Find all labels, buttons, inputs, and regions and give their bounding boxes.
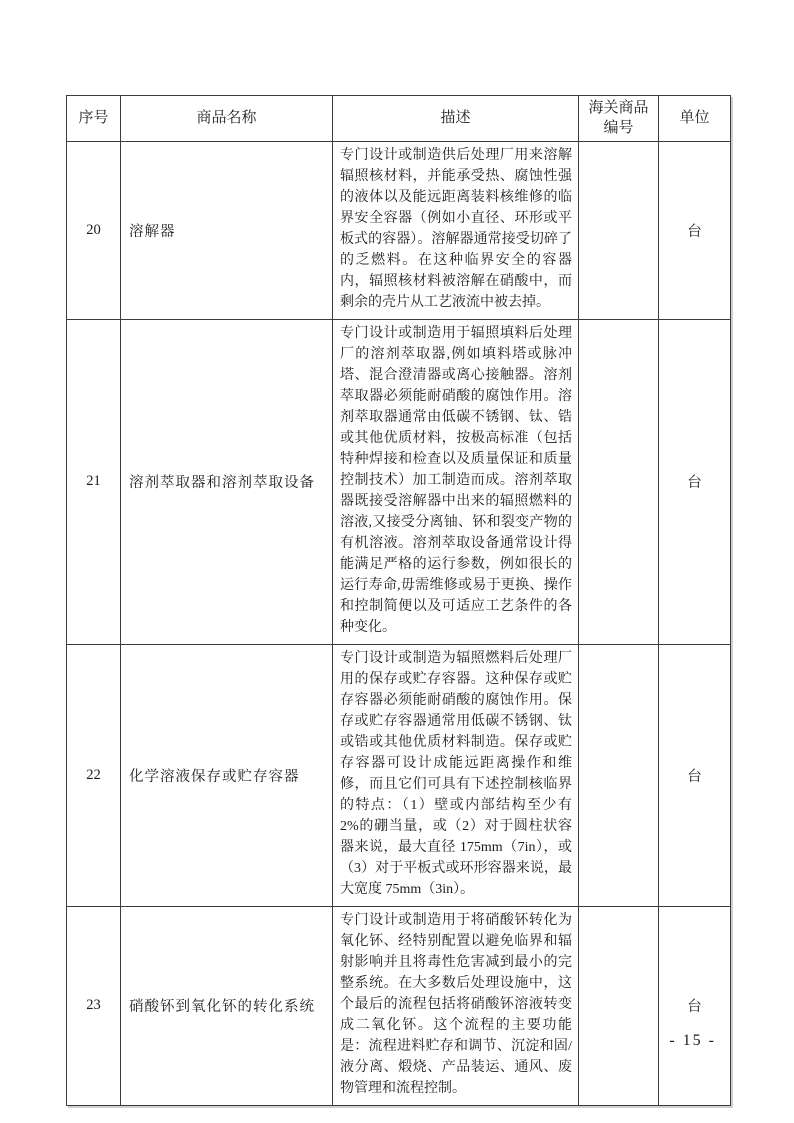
row-customs-code <box>579 644 659 906</box>
header-product-name: 商品名称 <box>121 96 333 142</box>
goods-table <box>66 95 731 1106</box>
table-header-row <box>67 96 731 142</box>
row-product-name: 溶解器 <box>121 141 333 319</box>
row-product-name: 化学溶液保存或贮存容器 <box>121 644 333 906</box>
row-description: 专门设计或制造为辐照燃料后处理厂用的保存或贮存容器。这种保存或贮存容器必须能耐硝酸的腐蚀作用。保存或贮存容器通常用低碳不锈钢、钛或锆或其他优质材料制造。保存或贮存容器可设计成能远距离操作和维修，而且它们可具有下述控制核临界的特点：（1）壁或内部结构至少有 2%的硼当量，或（2）对于圆柱状容器来说，最大直径 175mm（7in），或（3）对于平板式或环形容器来说，最大宽度 75mm（3in）。 <box>333 644 579 906</box>
header-unit: 单位 <box>659 96 731 142</box>
row-seq-no: 23 <box>67 906 121 1105</box>
row-customs-code <box>579 319 659 644</box>
row-description: 专门设计或制造用于辐照填料后处理厂的溶剂萃取器,例如填料塔或脉冲塔、混合澄清器或离心接触器。溶剂萃取器必须能耐硝酸的腐蚀作用。溶剂萃取器通常由低碳不锈钢、钛、锆或其他优质材料，按极高标准（包括特种焊接和检查以及质量保证和质量控制技术）加工制造而成。溶剂萃取器既接受溶解器中出来的辐照燃料的溶液,又接受分离铀、钚和裂变产物的有机溶液。溶剂萃取设备通常设计得能满足严格的运行参数，例如很长的运行寿命,毋需维修或易于更换、操作和控制简便以及可适应工艺条件的各种变化。 <box>333 319 579 644</box>
row-description: 专门设计或制造供后处理厂用来溶解辐照核材料，并能承受热、腐蚀性强的液体以及能远距离装料核维修的临界安全容器（例如小直径、环形或平板式的容器）。溶解器通常接受切碎了的乏燃料。在这种临界安全的容器内，辐照核材料被溶解在硝酸中，而剩余的壳片从工艺液流中被去掉。 <box>333 141 579 319</box>
row-unit: 台 <box>659 644 731 906</box>
table-row <box>67 141 731 319</box>
row-seq-no: 21 <box>67 319 121 644</box>
row-description: 专门设计或制造用于将硝酸钚转化为氧化钚、经特别配置以避免临界和辐射影响并且将毒性危害减到最小的完整系统。在大多数后处理设施中，这个最后的流程包括将硝酸钚溶液转变成二氧化钚。这个流程的主要功能是：流程进料贮存和调节、沉淀和固/液分离、煅烧、产品装运、通风、废物管理和流程控制。 <box>333 906 579 1105</box>
header-seq-no: 序号 <box>67 96 121 142</box>
row-seq-no: 20 <box>67 141 121 319</box>
row-product-name: 硝酸钚到氧化钚的转化系统 <box>121 906 333 1105</box>
row-seq-no: 22 <box>67 644 121 906</box>
row-unit: 台 <box>659 141 731 319</box>
table-row <box>67 644 731 906</box>
row-customs-code <box>579 141 659 319</box>
row-product-name: 溶剂萃取器和溶剂萃取设备 <box>121 319 333 644</box>
row-unit: 台 <box>659 319 731 644</box>
table-row <box>67 906 731 1105</box>
row-customs-code <box>579 906 659 1105</box>
row-unit: 台 <box>659 906 731 1105</box>
table-row <box>67 319 731 644</box>
header-customs-code: 海关商品编号 <box>579 96 659 142</box>
page-number: - 15 - <box>669 1032 716 1049</box>
header-description: 描述 <box>333 96 579 142</box>
